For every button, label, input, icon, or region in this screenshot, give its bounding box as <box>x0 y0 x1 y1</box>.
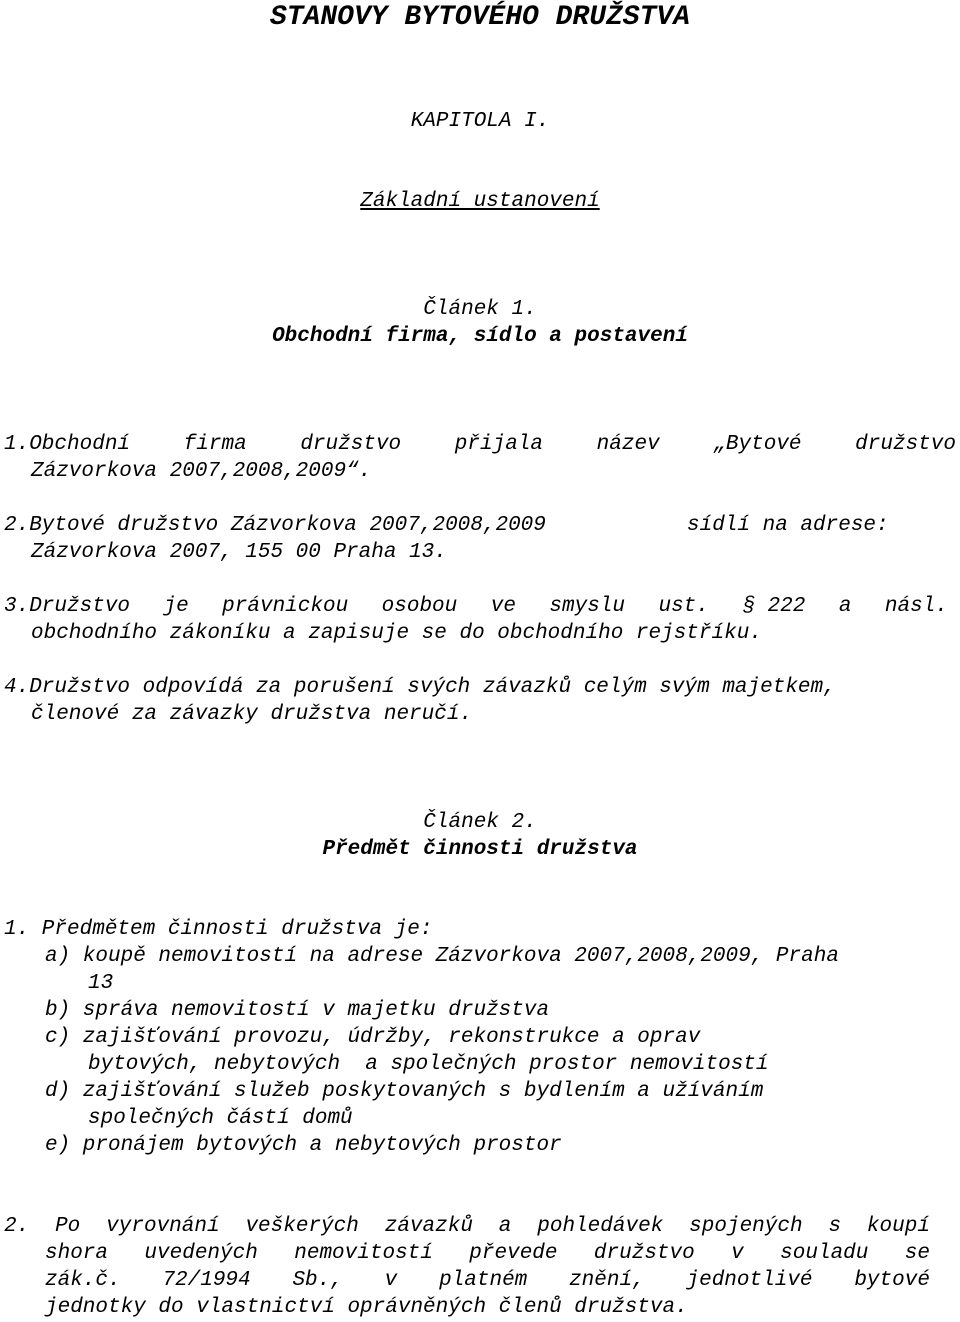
article-2-item-d-line-1: d) zajišťování služeb poskytovaných s bydlením a užíváním <box>45 1080 764 1103</box>
article-2-paragraph-2-line-4: jednotky do vlastnictví oprávněných členů družstva. <box>45 1296 688 1319</box>
word: družstvo <box>593 1242 695 1265</box>
word: platném <box>439 1269 528 1292</box>
word: jednotlivé <box>686 1269 813 1292</box>
word: shora <box>45 1242 109 1265</box>
article-2-number: Článek 2. <box>423 811 537 834</box>
word: a <box>838 595 852 618</box>
word: nemovitostí <box>294 1242 433 1265</box>
word: § 222 <box>742 595 806 618</box>
article-1-paragraph-3-line-2: obchodního zákoníku a zapisuje se do obchodního rejstříku. <box>31 622 762 645</box>
word: převede <box>469 1242 558 1265</box>
word: bytové <box>854 1269 930 1292</box>
article-2-paragraph-2-line-1 <box>4 1215 930 1238</box>
article-2-heading: Předmět činnosti družstva <box>322 838 638 861</box>
article-2-paragraph-1-intro: 1. Předmětem činnosti družstva je: <box>4 918 433 941</box>
chapter-label: KAPITOLA I. <box>410 110 550 133</box>
word: v <box>384 1269 398 1292</box>
word: název <box>596 433 660 456</box>
word: smyslu <box>549 595 626 618</box>
word: „Bytové <box>713 433 802 456</box>
word: právnickou <box>222 595 349 618</box>
word: koupí <box>866 1215 930 1238</box>
word: zák.č. <box>45 1269 121 1292</box>
article-2-item-c-line-1: c) zajišťování provozu, údržby, rekonstrukce a oprav <box>45 1026 701 1049</box>
article-2-item-a-line-2: 13 <box>88 972 114 995</box>
word: ve <box>490 595 516 618</box>
word: 2. <box>4 1215 30 1238</box>
word: 1.Obchodní <box>4 433 131 456</box>
word: 3.Družstvo <box>4 595 131 618</box>
article-2-item-d-line-2: společných částí domů <box>88 1107 353 1130</box>
article-1-paragraph-1-line-1 <box>4 433 956 456</box>
word: znění, <box>569 1269 645 1292</box>
word: násl. <box>884 595 948 618</box>
word: se <box>904 1242 930 1265</box>
word: souladu <box>780 1242 869 1265</box>
article-1-paragraph-2-line-1b: sídlí na adrese: <box>687 514 889 537</box>
word: osobou <box>381 595 458 618</box>
article-1-number: Článek 1. <box>423 298 537 321</box>
word: spojených <box>689 1215 803 1238</box>
article-1-paragraph-1-line-2: Zázvorkova 2007,2008,2009“. <box>31 460 372 483</box>
word: a <box>498 1215 512 1238</box>
article-2-paragraph-2-line-3 <box>45 1269 930 1292</box>
word: ust. <box>658 595 709 618</box>
word: družstvo <box>855 433 956 456</box>
article-1-paragraph-4-line-1: 4.Družstvo odpovídá za porušení svých závazků celým svým majetkem, <box>4 676 836 699</box>
word: vyrovnání <box>106 1215 220 1238</box>
article-1-paragraph-3-line-1 <box>4 595 948 618</box>
article-2-item-e: e) pronájem bytových a nebytových prostor <box>45 1134 562 1157</box>
word: 72/1994 <box>162 1269 251 1292</box>
chapter-subtitle-text: Základní ustanovení <box>360 190 600 213</box>
word: s <box>828 1215 842 1238</box>
word: firma <box>183 433 247 456</box>
article-2-item-b: b) správa nemovitostí v majetku družstva <box>45 999 550 1022</box>
word: Sb., <box>292 1269 343 1292</box>
word: je <box>163 595 189 618</box>
word: pohledávek <box>537 1215 664 1238</box>
article-1-paragraph-2-line-1a: 2.Bytové družstvo Zázvorkova 2007,2008,2009 <box>4 514 546 537</box>
article-2-paragraph-2-line-2 <box>45 1242 930 1265</box>
article-1-paragraph-4-line-2: členové za závazky družstva neručí. <box>31 703 473 726</box>
word: uvedených <box>144 1242 258 1265</box>
article-1-heading: Obchodní firma, sídlo a postavení <box>272 325 688 348</box>
document-title: STANOVY BYTOVÉHO DRUŽSTVA <box>269 2 691 33</box>
word: Po <box>55 1215 81 1238</box>
word: v <box>731 1242 744 1265</box>
article-1-paragraph-2-line-2: Zázvorkova 2007, 155 00 Praha 13. <box>31 541 447 564</box>
chapter-subtitle <box>0 190 960 213</box>
word: přijala <box>454 433 544 456</box>
article-2-item-a-line-1: a) koupě nemovitostí na adrese Zázvorkova 2007,2008,2009, Praha <box>45 945 839 968</box>
word: veškerých <box>245 1215 359 1238</box>
article-2-item-c-line-2: bytových, nebytových a společných prostor nemovitostí <box>88 1053 769 1076</box>
word: družstvo <box>300 433 402 456</box>
word: závazků <box>384 1215 473 1238</box>
